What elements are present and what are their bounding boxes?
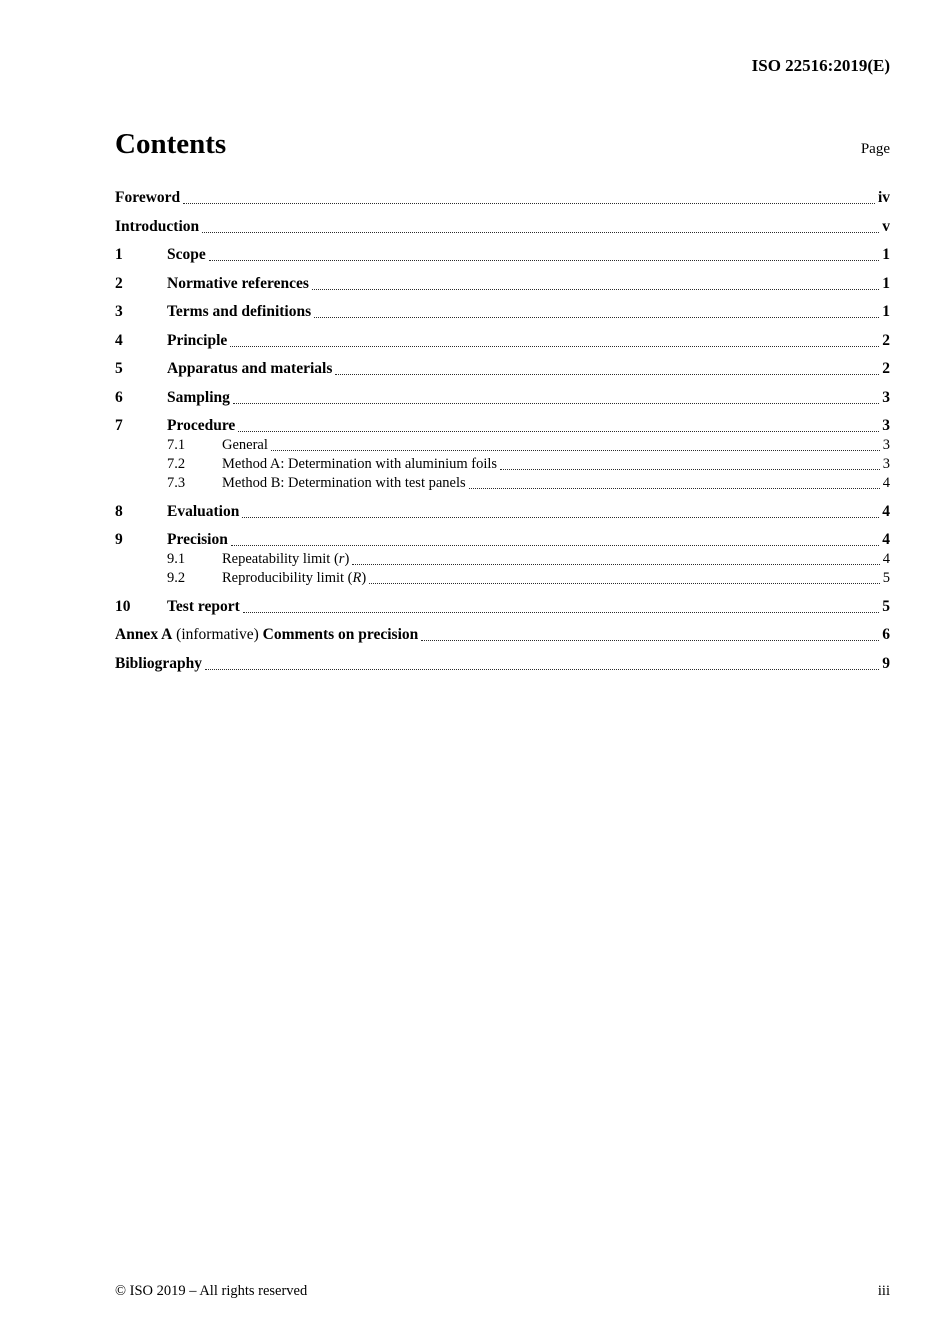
toc-entry-page: 4 [882, 551, 890, 567]
toc-entry-number: 7.3 [167, 475, 186, 491]
toc-entry-label: General [222, 437, 268, 453]
toc-entry-label: Introduction [115, 217, 200, 235]
toc-entry-number: 9.2 [167, 570, 186, 586]
dot-leader [209, 260, 880, 261]
toc-entry-label: Scope [167, 246, 206, 263]
toc-entry-label: Principle [167, 331, 228, 349]
dot-leader [335, 374, 879, 375]
toc-entry-label: Bibliography [115, 654, 202, 672]
toc-entry-label: Method B: Determination with test panels [222, 475, 466, 491]
toc-entry-label: Terms and definitions [167, 303, 312, 320]
toc-row [115, 388, 890, 408]
toc-entry-number: 9 [115, 531, 123, 548]
toc-entry-page: 2 [882, 331, 890, 349]
dot-leader [233, 403, 879, 404]
toc-entry-label: Annex A (informative) Comments on precision [115, 626, 419, 643]
toc-row [115, 654, 890, 674]
toc-entry-page: 3 [882, 437, 890, 453]
toc-entry-page: 5 [882, 570, 890, 586]
toc-entry-label: Precision [167, 531, 228, 548]
dot-leader [242, 517, 879, 518]
toc-entry-page: 1 [882, 303, 890, 320]
page-column-label: Page [860, 141, 890, 157]
toc-row [115, 569, 890, 588]
toc-entry-number: 10 [115, 597, 131, 615]
toc-entry-number: 1 [115, 246, 123, 263]
toc-row [115, 245, 890, 265]
toc-entry-label: Evaluation [167, 502, 240, 520]
dot-leader [230, 346, 879, 347]
toc-entry-page: iv [877, 189, 890, 206]
toc-entry-number: 5 [115, 360, 123, 377]
dot-leader [243, 612, 879, 613]
dot-leader [500, 469, 880, 470]
dot-leader [314, 317, 879, 318]
toc-entry-number: 7.1 [167, 437, 186, 453]
dot-leader [469, 488, 880, 489]
toc-entry-page: 4 [882, 531, 890, 548]
toc-row [115, 474, 890, 493]
dot-leader [352, 564, 879, 565]
toc-entry-number: 7.2 [167, 456, 186, 472]
toc-entry-number: 4 [115, 331, 123, 349]
toc-entry-page: 6 [882, 626, 890, 643]
toc-entry-page: 3 [882, 456, 890, 472]
toc-entry-label: Sampling [167, 388, 230, 406]
toc-entry-number: 9.1 [167, 551, 186, 567]
toc-row [115, 502, 890, 522]
toc-entry-number: 6 [115, 388, 123, 406]
toc-entry-label: Normative references [167, 274, 309, 292]
dot-leader [369, 583, 880, 584]
toc-entry-number: 2 [115, 274, 123, 292]
toc-row [115, 416, 890, 436]
toc-row [115, 455, 890, 474]
toc-entry-label: Apparatus and materials [167, 360, 333, 377]
doc-number: ISO 22516:2019(E) [751, 56, 890, 75]
toc-row [115, 331, 890, 351]
toc-entry-page: 2 [882, 360, 890, 377]
toc-row [115, 302, 890, 322]
toc-list [115, 188, 890, 674]
contents-heading-row [115, 126, 890, 162]
toc-entry-label: Reproducibility limit (R) [222, 570, 367, 586]
toc-entry-page: v [882, 217, 890, 235]
dot-leader [231, 545, 879, 546]
dot-leader [271, 450, 880, 451]
toc-entry-label: Foreword [115, 189, 181, 206]
footer-page-number: iii [877, 1283, 890, 1299]
toc-entry-number: 8 [115, 502, 123, 520]
dot-leader [202, 232, 879, 233]
dot-leader [183, 203, 875, 204]
dot-leader [421, 640, 879, 641]
toc-entry-label: Method A: Determination with aluminium foils [222, 456, 498, 472]
toc-entry-page: 4 [882, 502, 890, 520]
toc-row [115, 550, 890, 569]
toc-entry-page: 3 [882, 417, 890, 434]
dot-leader [312, 289, 879, 290]
toc-entry-number: 3 [115, 303, 123, 320]
toc-entry-label: Test report [167, 597, 240, 615]
toc-entry-page: 3 [882, 388, 890, 406]
toc-entry-page: 1 [882, 274, 890, 292]
toc-entry-page: 9 [882, 654, 890, 672]
contents-title: Contents [115, 128, 227, 160]
toc-row [115, 597, 890, 617]
toc-row [115, 625, 890, 645]
toc-entry-number: 7 [115, 417, 123, 434]
toc-entry-page: 1 [882, 246, 890, 263]
toc-entry-page: 5 [882, 597, 890, 615]
toc-entry-label: Procedure [167, 417, 236, 434]
toc-row [115, 359, 890, 379]
toc-entry-page: 4 [882, 475, 890, 491]
toc-row [115, 274, 890, 294]
toc-row [115, 436, 890, 455]
toc-row [115, 188, 890, 208]
toc-row [115, 217, 890, 237]
page-footer [115, 1283, 890, 1300]
dot-leader [238, 431, 879, 432]
footer-copyright: © ISO 2019 – All rights reserved [115, 1283, 308, 1299]
toc-entry-label: Repeatability limit (r) [222, 551, 350, 567]
toc-row [115, 530, 890, 550]
dot-leader [205, 669, 879, 670]
